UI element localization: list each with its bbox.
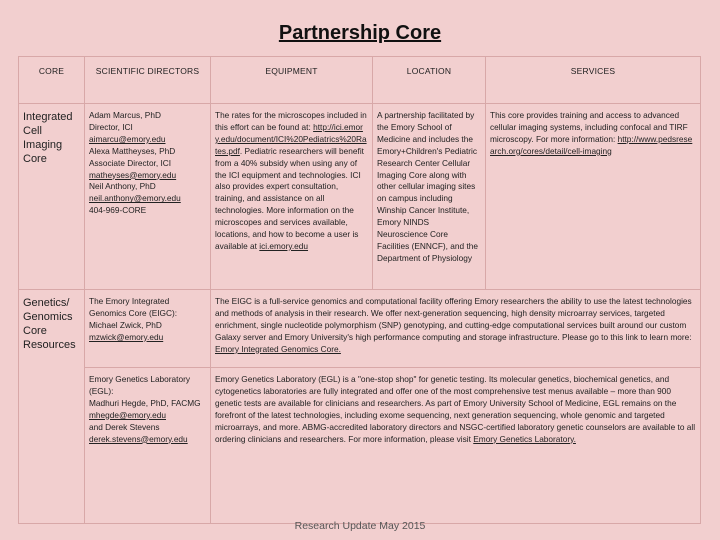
table-header-row (19, 57, 701, 104)
page-title: Partnership Core (278, 22, 442, 44)
director-text: Alexa Mattheyses, PhD (89, 145, 176, 156)
header-equipment: EQUIPMENT (211, 57, 373, 104)
header-core: CORE (19, 57, 85, 104)
email-link[interactable]: mhegde@emory.edu (89, 409, 166, 420)
director-text: Emory Genetics Laboratory (EGL): (89, 374, 190, 396)
header-location: LOCATION (373, 57, 486, 104)
services-text: This core provides training and access to advanced cellular imaging systems, including confocal and TIRF microscopy. For more information: (490, 110, 688, 144)
core-name-imaging: Integrated Cell Imaging Core (19, 104, 85, 290)
pedsresearch-link[interactable]: http://www.pedsresearch.org/cores/detail/cell-imaging (490, 133, 693, 156)
description-egl (211, 368, 701, 524)
header-services: SERVICES (486, 57, 701, 104)
table-row-egl (19, 368, 701, 524)
email-link[interactable]: matheyses@emory.edu (89, 169, 177, 180)
director-text: The Emory Integrated Genomics Core (EIGC): (89, 296, 178, 318)
rates-link[interactable]: http://ici.emory.edu/document/ICI%20Pediatrics%20Rates.pdf (215, 121, 367, 156)
equipment-text: . Pediatric researchers will benefit from a 40% subsidy when using any of the ICI equipment and technologies. ICI also provides expert consultation, training, and assistance on all technologies. More information on the microscopes and services available, locations, and how to become a user is available at (215, 145, 364, 251)
core-name-genomics: Genetics/ Genomics Core Resources (19, 290, 85, 524)
director-text: Associate Director, ICI (89, 157, 172, 168)
director-text: Michael Zwick, PhD (89, 319, 162, 330)
eigc-text: The EIGC is a full-service genomics and computational facility offering Emory researchers the ability to use the latest technologies and methods of analysis in their research. We offer next-generation sequencing, high density microarray services, targeted enrichment, single nucleotide polymorphism (SNP) genotyping, and cutting-edge computational services built around our custom Galaxy server and Emory University's high performance computing and storage infrastructure. Please go to this link to learn more: (215, 296, 692, 342)
director-text: Director, ICI (89, 121, 133, 132)
directors-eigc (85, 290, 211, 368)
email-link[interactable]: aimarcu@emory.edu (89, 133, 166, 144)
email-link[interactable]: neil.anthony@emory.edu (89, 193, 181, 204)
ici-site-link[interactable]: ici.emory.edu (259, 240, 309, 251)
directors-imaging (85, 104, 211, 290)
equipment-text: The rates for the microscopes included in this effort can be found at: (215, 110, 367, 132)
director-text: Adam Marcus, PhD (89, 110, 161, 120)
equipment-imaging (211, 104, 373, 290)
director-text: Neil Anthony, PhD (89, 181, 156, 192)
egl-link[interactable]: Emory Genetics Laboratory. (473, 433, 576, 444)
table-row-genomics (19, 290, 701, 368)
director-text: and Derek Stevens (89, 421, 160, 432)
description-eigc (211, 290, 701, 368)
directors-egl (85, 368, 211, 524)
services-imaging (486, 104, 701, 290)
phone-number: 404-969-CORE (89, 205, 147, 216)
partnership-table (18, 56, 701, 524)
footer-note: Research Update May 2015 (294, 520, 426, 532)
director-text: Madhuri Hegde, PhD, FACMG (89, 397, 201, 408)
header-directors: SCIENTIFIC DIRECTORS (85, 57, 211, 104)
egl-text: Emory Genetics Laboratory (EGL) is a "one-stop shop" for genetic testing. Its molecular genetics, biochemical genetics, and cytogenetics laboratories are fully integrated and offer one of the most comprehensive test menus available – more than 900 genetic tests are available for clinicians and researchers. As part of Emory University School of Medicine, EGL remains on the forefront of the latest technologies, including exome sequencing, next generation sequencing, whole genomic and targeted microarrays, and more. ABMG-accredited laboratory directors and NSGC-certified laboratory genetic counselors are available to all ordering clinicians and researchers. For more information, please visit (215, 374, 696, 444)
table-row-imaging (19, 104, 701, 290)
email-link[interactable]: derek.stevens@emory.edu (89, 433, 188, 444)
location-imaging: A partnership facilitated by the Emory School of Medicine and includes the Emory+Children's Pediatric Research Center Cellular Imaging Core along with other cellular imaging sites on campus including Winship Cancer Institute, Emory NINDS Neuroscience Core Facilities (ENNCF), and the Department of Physiology (373, 104, 486, 290)
eigc-link[interactable]: Emory Integrated Genomics Core. (215, 343, 341, 354)
email-link[interactable]: mzwick@emory.edu (89, 331, 164, 342)
